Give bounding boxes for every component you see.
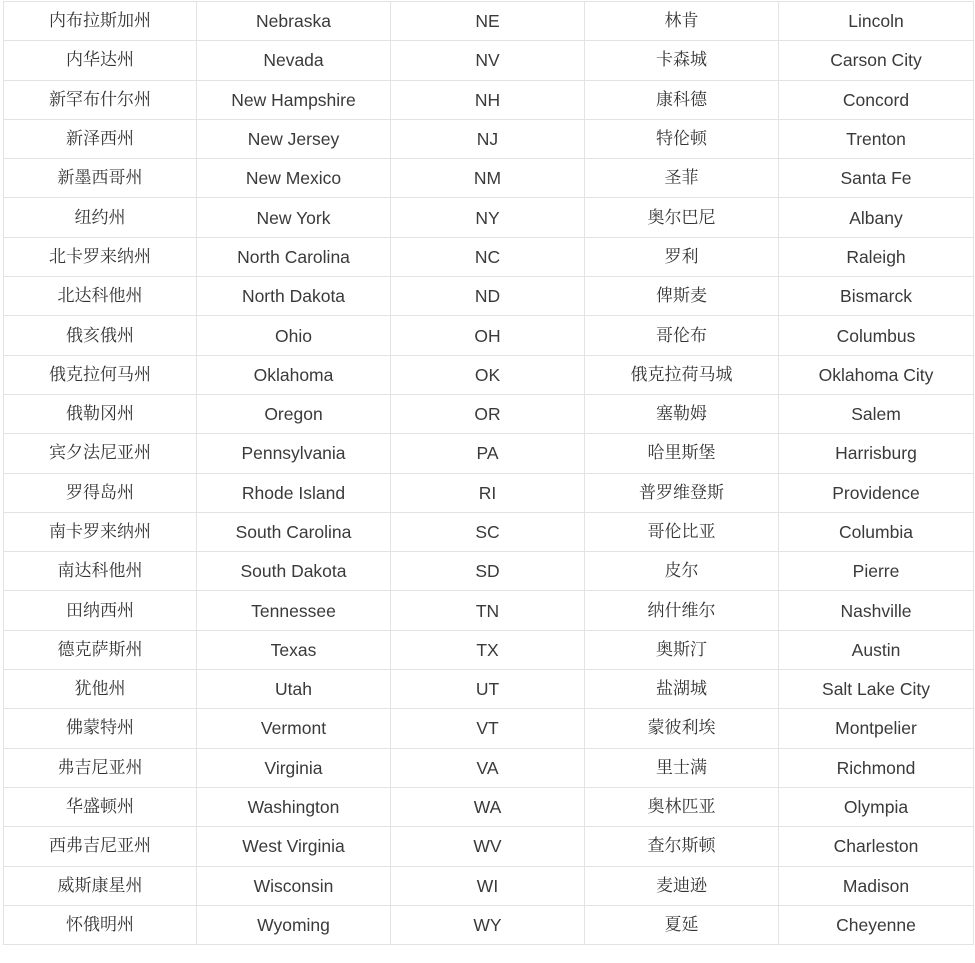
state-name-zh-cell: 罗得岛州 <box>4 473 197 512</box>
table-row <box>4 512 974 551</box>
table-row <box>4 41 974 80</box>
us-states-capitals-table <box>3 1 974 945</box>
state-abbreviation-cell: NJ <box>391 119 585 158</box>
capital-name-zh-cell: 蒙彼利埃 <box>585 709 779 748</box>
table-row <box>4 552 974 591</box>
table-row <box>4 2 974 41</box>
state-name-en-cell: New Hampshire <box>197 80 391 119</box>
capital-name-zh-cell: 特伦顿 <box>585 119 779 158</box>
capital-name-zh-cell: 查尔斯顿 <box>585 827 779 866</box>
capital-name-en-cell: Cheyenne <box>779 905 974 944</box>
table-row <box>4 316 974 355</box>
state-abbreviation-cell: VA <box>391 748 585 787</box>
capital-name-zh-cell: 奥林匹亚 <box>585 787 779 826</box>
state-name-en-cell: South Carolina <box>197 512 391 551</box>
state-abbreviation-cell: WY <box>391 905 585 944</box>
capital-name-en-cell: Lincoln <box>779 2 974 41</box>
capital-name-en-cell: Austin <box>779 630 974 669</box>
state-name-en-cell: New Mexico <box>197 159 391 198</box>
state-abbreviation-cell: NC <box>391 237 585 276</box>
state-name-en-cell: Oklahoma <box>197 355 391 394</box>
capital-name-zh-cell: 里士满 <box>585 748 779 787</box>
capital-name-zh-cell: 哥伦布 <box>585 316 779 355</box>
capital-name-zh-cell: 俾斯麦 <box>585 277 779 316</box>
state-name-en-cell: Oregon <box>197 394 391 433</box>
capital-name-zh-cell: 盐湖城 <box>585 670 779 709</box>
state-abbreviation-cell: NH <box>391 80 585 119</box>
capital-name-zh-cell: 康科德 <box>585 80 779 119</box>
table-row <box>4 473 974 512</box>
capital-name-en-cell: Columbus <box>779 316 974 355</box>
capital-name-zh-cell: 奥斯汀 <box>585 630 779 669</box>
state-abbreviation-cell: OK <box>391 355 585 394</box>
capital-name-zh-cell: 夏延 <box>585 905 779 944</box>
state-name-zh-cell: 华盛顿州 <box>4 787 197 826</box>
state-name-zh-cell: 俄勒冈州 <box>4 394 197 433</box>
state-name-zh-cell: 内布拉斯加州 <box>4 2 197 41</box>
state-abbreviation-cell: NV <box>391 41 585 80</box>
state-name-en-cell: Pennsylvania <box>197 434 391 473</box>
state-abbreviation-cell: OR <box>391 394 585 433</box>
capital-name-zh-cell: 塞勒姆 <box>585 394 779 433</box>
capital-name-en-cell: Bismarck <box>779 277 974 316</box>
state-name-en-cell: North Carolina <box>197 237 391 276</box>
state-name-en-cell: West Virginia <box>197 827 391 866</box>
capital-name-en-cell: Madison <box>779 866 974 905</box>
capital-name-en-cell: Harrisburg <box>779 434 974 473</box>
capital-name-en-cell: Carson City <box>779 41 974 80</box>
capital-name-zh-cell: 卡森城 <box>585 41 779 80</box>
table-row <box>4 866 974 905</box>
capital-name-en-cell: Columbia <box>779 512 974 551</box>
capital-name-en-cell: Charleston <box>779 827 974 866</box>
table-row <box>4 787 974 826</box>
table-row <box>4 827 974 866</box>
capital-name-en-cell: Salt Lake City <box>779 670 974 709</box>
state-name-en-cell: Rhode Island <box>197 473 391 512</box>
capital-name-en-cell: Pierre <box>779 552 974 591</box>
capital-name-zh-cell: 奥尔巴尼 <box>585 198 779 237</box>
state-abbreviation-cell: NM <box>391 159 585 198</box>
state-name-zh-cell: 西弗吉尼亚州 <box>4 827 197 866</box>
capital-name-en-cell: Santa Fe <box>779 159 974 198</box>
state-abbreviation-cell: NE <box>391 2 585 41</box>
table-row <box>4 198 974 237</box>
state-abbreviation-cell: VT <box>391 709 585 748</box>
capital-name-zh-cell: 林肯 <box>585 2 779 41</box>
state-name-en-cell: North Dakota <box>197 277 391 316</box>
capital-name-en-cell: Concord <box>779 80 974 119</box>
capital-name-en-cell: Providence <box>779 473 974 512</box>
state-name-zh-cell: 北达科他州 <box>4 277 197 316</box>
capital-name-zh-cell: 哈里斯堡 <box>585 434 779 473</box>
capital-name-en-cell: Oklahoma City <box>779 355 974 394</box>
table-row <box>4 670 974 709</box>
state-name-zh-cell: 田纳西州 <box>4 591 197 630</box>
table-row <box>4 80 974 119</box>
capital-name-en-cell: Montpelier <box>779 709 974 748</box>
state-name-zh-cell: 新泽西州 <box>4 119 197 158</box>
capital-name-zh-cell: 俄克拉荷马城 <box>585 355 779 394</box>
state-name-en-cell: New York <box>197 198 391 237</box>
state-abbreviation-cell: PA <box>391 434 585 473</box>
state-abbreviation-cell: ND <box>391 277 585 316</box>
state-name-zh-cell: 俄亥俄州 <box>4 316 197 355</box>
table-row <box>4 434 974 473</box>
state-abbreviation-cell: NY <box>391 198 585 237</box>
state-name-zh-cell: 纽约州 <box>4 198 197 237</box>
capital-name-zh-cell: 圣菲 <box>585 159 779 198</box>
capital-name-zh-cell: 皮尔 <box>585 552 779 591</box>
state-name-zh-cell: 宾夕法尼亚州 <box>4 434 197 473</box>
state-name-zh-cell: 北卡罗来纳州 <box>4 237 197 276</box>
table-row <box>4 237 974 276</box>
state-name-en-cell: Utah <box>197 670 391 709</box>
capital-name-en-cell: Nashville <box>779 591 974 630</box>
state-name-en-cell: Nevada <box>197 41 391 80</box>
state-abbreviation-cell: UT <box>391 670 585 709</box>
state-name-en-cell: Wyoming <box>197 905 391 944</box>
state-name-zh-cell: 怀俄明州 <box>4 905 197 944</box>
table-row <box>4 591 974 630</box>
capital-name-zh-cell: 罗利 <box>585 237 779 276</box>
state-name-zh-cell: 南卡罗来纳州 <box>4 512 197 551</box>
table-row <box>4 159 974 198</box>
table-row <box>4 119 974 158</box>
table-row <box>4 277 974 316</box>
table-row <box>4 709 974 748</box>
capital-name-zh-cell: 普罗维登斯 <box>585 473 779 512</box>
state-name-en-cell: Texas <box>197 630 391 669</box>
state-abbreviation-cell: RI <box>391 473 585 512</box>
state-abbreviation-cell: WA <box>391 787 585 826</box>
state-name-zh-cell: 佛蒙特州 <box>4 709 197 748</box>
table-body <box>4 2 974 945</box>
state-name-en-cell: Vermont <box>197 709 391 748</box>
state-name-en-cell: New Jersey <box>197 119 391 158</box>
capital-name-zh-cell: 麦迪逊 <box>585 866 779 905</box>
capital-name-en-cell: Albany <box>779 198 974 237</box>
state-abbreviation-cell: SD <box>391 552 585 591</box>
capital-name-en-cell: Raleigh <box>779 237 974 276</box>
state-abbreviation-cell: OH <box>391 316 585 355</box>
state-name-en-cell: Tennessee <box>197 591 391 630</box>
table-row <box>4 905 974 944</box>
state-name-zh-cell: 新墨西哥州 <box>4 159 197 198</box>
capital-name-en-cell: Richmond <box>779 748 974 787</box>
state-name-en-cell: South Dakota <box>197 552 391 591</box>
state-name-zh-cell: 德克萨斯州 <box>4 630 197 669</box>
state-abbreviation-cell: WV <box>391 827 585 866</box>
state-name-en-cell: Wisconsin <box>197 866 391 905</box>
state-abbreviation-cell: SC <box>391 512 585 551</box>
table-row <box>4 355 974 394</box>
state-name-zh-cell: 犹他州 <box>4 670 197 709</box>
state-name-zh-cell: 威斯康星州 <box>4 866 197 905</box>
capital-name-zh-cell: 哥伦比亚 <box>585 512 779 551</box>
state-name-zh-cell: 弗吉尼亚州 <box>4 748 197 787</box>
capital-name-en-cell: Salem <box>779 394 974 433</box>
state-abbreviation-cell: WI <box>391 866 585 905</box>
capital-name-zh-cell: 纳什维尔 <box>585 591 779 630</box>
state-abbreviation-cell: TX <box>391 630 585 669</box>
state-name-en-cell: Nebraska <box>197 2 391 41</box>
state-name-zh-cell: 新罕布什尔州 <box>4 80 197 119</box>
state-name-en-cell: Ohio <box>197 316 391 355</box>
table-row <box>4 630 974 669</box>
capital-name-en-cell: Olympia <box>779 787 974 826</box>
state-name-zh-cell: 俄克拉何马州 <box>4 355 197 394</box>
capital-name-en-cell: Trenton <box>779 119 974 158</box>
state-name-zh-cell: 南达科他州 <box>4 552 197 591</box>
state-name-en-cell: Virginia <box>197 748 391 787</box>
state-name-zh-cell: 内华达州 <box>4 41 197 80</box>
table-row <box>4 748 974 787</box>
table-row <box>4 394 974 433</box>
state-name-en-cell: Washington <box>197 787 391 826</box>
state-abbreviation-cell: TN <box>391 591 585 630</box>
